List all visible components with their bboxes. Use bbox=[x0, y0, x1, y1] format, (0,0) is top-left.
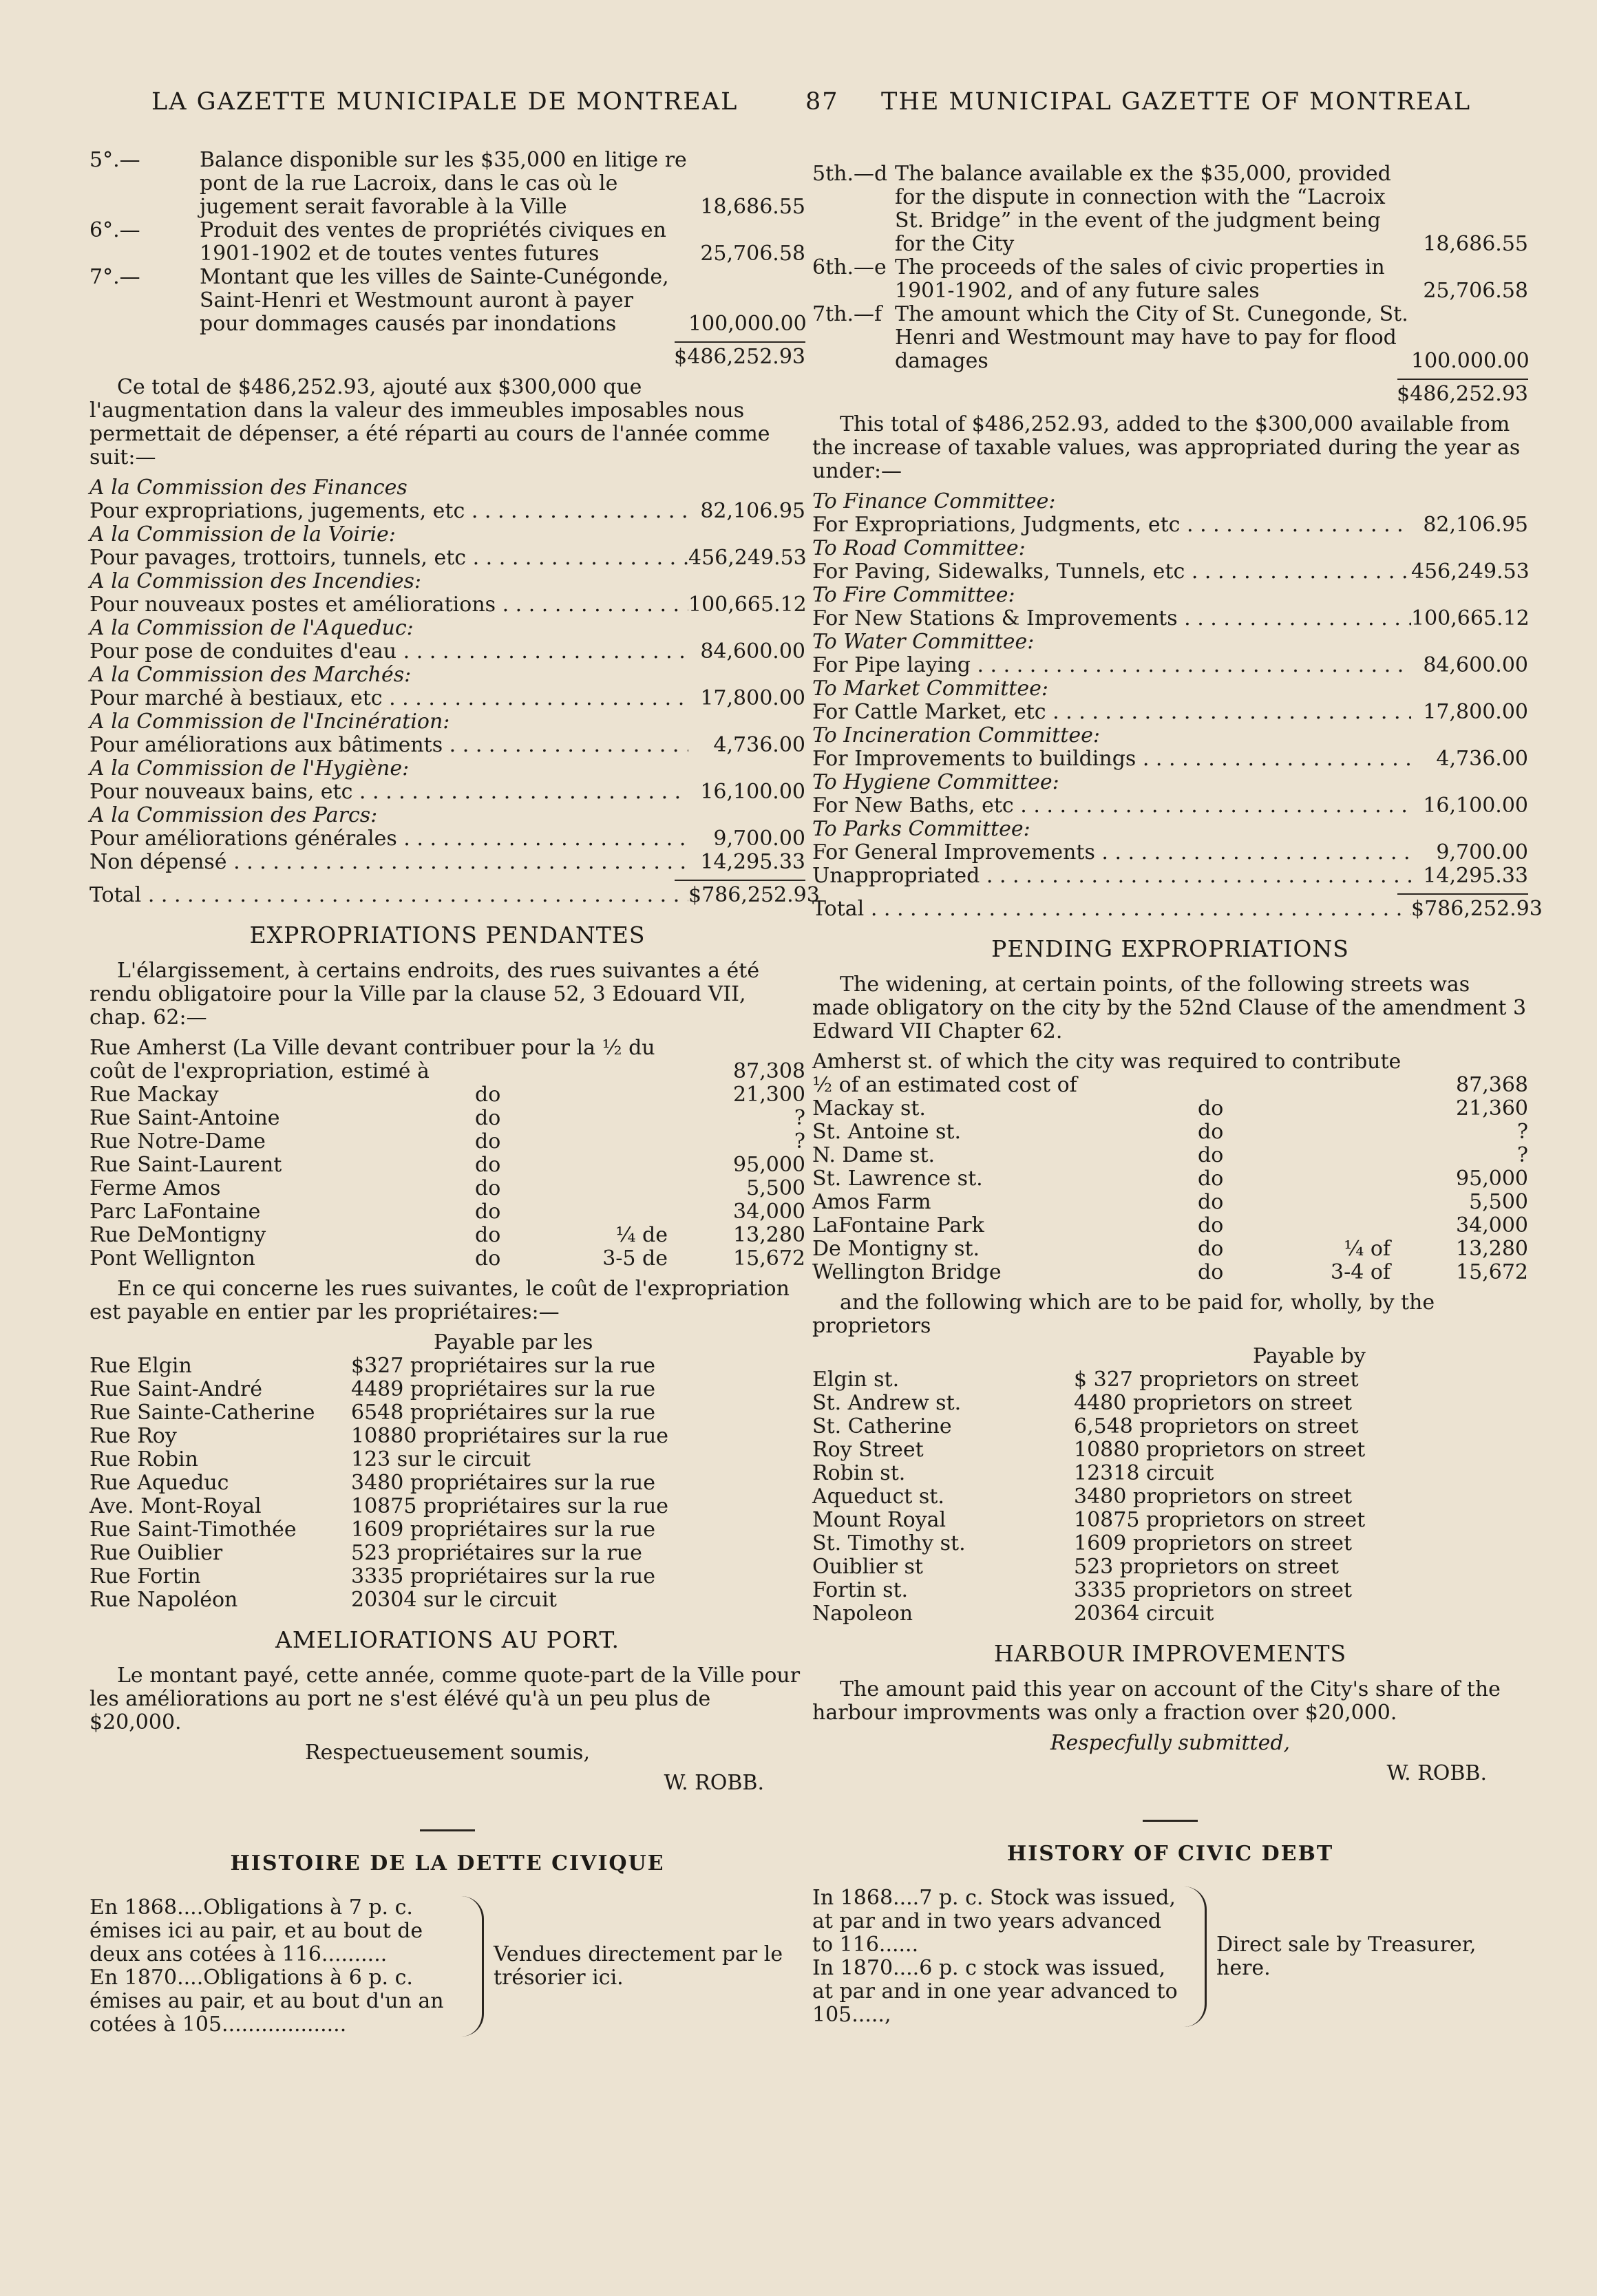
text-cell: A la Commission des Finances bbox=[89, 476, 408, 500]
text-cell: do bbox=[1198, 1096, 1224, 1120]
text-cell: For New Stations & Improvements . . . bbox=[812, 607, 1411, 630]
text-cell: Rue Notre-Dame bbox=[89, 1129, 266, 1154]
text-cell: The proceeds of the sales of civic properties in 1901-1902, and of any future sales bbox=[895, 255, 1385, 303]
text-cell: Vendues directement par le trésorier ici. bbox=[494, 1942, 783, 1990]
text-cell: 21,360 bbox=[1456, 1096, 1528, 1120]
text-cell: Le montant payé, cette année, comme quote-part de la Ville pour les améliorations au port ne s'est élévé qu'à un peu plus de $20,000. bbox=[89, 1663, 801, 1734]
text-cell: 1609 proprietors on street bbox=[1074, 1531, 1353, 1555]
text-cell: In 1870....6 p. c stock was issued, at par and in one year advanced to 105....., bbox=[812, 1956, 1178, 2027]
text-cell: 3335 propriétaires sur la rue bbox=[351, 1564, 655, 1588]
fr-debt-history bbox=[89, 1896, 805, 2037]
text-cell bbox=[571, 1083, 668, 1107]
text-cell: 25,706.58 bbox=[1423, 279, 1528, 303]
text-cell: Pour pavages, trottoirs, tunnels, etc . . . bbox=[89, 546, 688, 570]
text-cell: St. Antoine st. bbox=[812, 1120, 961, 1144]
text-cell: Rue Amherst (La Ville devant contribuer pour la ½ du coût de l'expropriation, estimé à bbox=[89, 1036, 655, 1083]
text-cell: Pont Wellignton bbox=[89, 1246, 255, 1271]
text-cell: 82,106.95 bbox=[1423, 513, 1528, 537]
text-cell: St. Lawrence st. bbox=[812, 1167, 983, 1191]
text-cell: 34,000 bbox=[733, 1200, 805, 1224]
text-cell: To Water Committee: bbox=[812, 630, 1035, 654]
text-cell: This total of $486,252.93, added to the $300,000 available from the increase of taxable values, was appropriated during the year as under:— bbox=[812, 412, 1521, 483]
text-cell: 9,700.00 bbox=[713, 827, 805, 851]
text-cell: Ave. Mont-Royal bbox=[89, 1494, 262, 1518]
text-cell: 84,600.00 bbox=[1423, 653, 1528, 677]
text-cell: For New Baths, etc . . . bbox=[812, 794, 1411, 818]
fr-paragraph: Ce total de $486,252.93, ajouté aux $300,000 que l'augmentation dans la valeur des immeubles imposables nous permettait de dépenser, a été réparti au cours de l'année comme suit:— bbox=[89, 375, 770, 469]
text-cell: Pour expropriations, jugements, etc . . . bbox=[89, 500, 688, 523]
text-cell: 100,665.12 bbox=[688, 593, 807, 617]
text-cell: For Cattle Market, etc . . . bbox=[812, 701, 1411, 724]
text-cell: Ferme Amos bbox=[89, 1176, 221, 1200]
text-cell: Rue Saint-Laurent bbox=[89, 1153, 282, 1177]
text-cell: Fortin st. bbox=[812, 1578, 909, 1602]
en-item bbox=[812, 256, 1528, 303]
text-cell: To Fire Committee: bbox=[812, 583, 1015, 607]
text-cell: En 1870....Obligations à 6 p. c. émises au pair, et au bout d'un an cotées à 105................... bbox=[89, 1966, 444, 2037]
text-cell: do bbox=[475, 1246, 501, 1271]
text-cell: 4,736.00 bbox=[1436, 747, 1528, 771]
en-heading-expropriations: PENDING EXPROPRIATIONS bbox=[991, 935, 1349, 962]
text-cell: ¼ de bbox=[615, 1223, 668, 1247]
text-cell: 18,686.55 bbox=[700, 195, 805, 219]
text-cell bbox=[1294, 1120, 1390, 1144]
text-cell: do bbox=[475, 1153, 501, 1177]
text-cell: St. Andrew st. bbox=[812, 1391, 962, 1415]
text-cell: Non dépensé . . . bbox=[89, 851, 688, 874]
fr-item bbox=[89, 219, 805, 266]
text-cell bbox=[571, 1177, 668, 1200]
text-cell: Aqueduct st. bbox=[812, 1485, 944, 1509]
text-cell: 7°.— bbox=[89, 265, 140, 289]
text-cell: Amos Farm bbox=[812, 1190, 931, 1214]
fr-heading-debt: HISTOIRE DE LA DETTE CIVIQUE bbox=[230, 1851, 665, 1875]
text-cell: do bbox=[1198, 1120, 1224, 1144]
text-cell: Rue Saint-Antoine bbox=[89, 1106, 280, 1130]
text-cell: 12318 circuit bbox=[1074, 1461, 1214, 1485]
text-cell: 4480 proprietors on street bbox=[1074, 1391, 1353, 1415]
text-cell: Napoleon bbox=[812, 1602, 913, 1626]
text-cell: 95,000 bbox=[733, 1153, 805, 1177]
text-cell: Rue Fortin bbox=[89, 1564, 201, 1588]
text-cell: 5,500 bbox=[1469, 1190, 1528, 1214]
french-column bbox=[89, 148, 820, 2037]
text-cell: Rue Mackay bbox=[89, 1083, 219, 1107]
text-cell: 20364 circuit bbox=[1074, 1602, 1214, 1626]
fr-item bbox=[89, 149, 805, 219]
text-cell: $786,252.93 bbox=[1411, 897, 1543, 921]
text-cell bbox=[1294, 1191, 1390, 1214]
text-cell: and the following which are to be paid for, wholly, by the proprietors bbox=[812, 1290, 1435, 1338]
text-cell: 13,280 bbox=[733, 1223, 805, 1247]
header-right: THE MUNICIPAL GAZETTE OF MONTREAL bbox=[881, 88, 1472, 116]
text-cell: 5th.—d bbox=[812, 162, 888, 186]
text-cell: 16,100.00 bbox=[700, 780, 805, 804]
text-cell: ? bbox=[794, 1129, 805, 1154]
text-cell: A la Commission des Incendies: bbox=[89, 569, 422, 593]
en-owners-table bbox=[812, 1368, 1528, 1626]
fr-owners-table bbox=[89, 1354, 805, 1612]
text-cell: 87,308 bbox=[733, 1059, 805, 1083]
fr-subtotal: $486,252.93 bbox=[674, 345, 805, 369]
en-signature: W. ROBB. bbox=[1386, 1761, 1487, 1785]
text-cell: do bbox=[1198, 1260, 1224, 1284]
text-cell: De Montigny st. bbox=[812, 1237, 980, 1261]
text-cell: $ 327 proprietors on street bbox=[1074, 1368, 1359, 1392]
text-cell: En 1868....Obligations à 7 p. c. émises ici au pair, et au bout de deux ans cotées à 116.......... bbox=[89, 1895, 423, 1966]
text-cell: 14,295.33 bbox=[700, 850, 805, 874]
text-cell bbox=[1294, 1144, 1390, 1167]
text-cell: Pour pose de conduites d'eau . . . bbox=[89, 640, 688, 663]
text-cell: 17,800.00 bbox=[700, 686, 805, 710]
text-cell: Robin st. bbox=[812, 1461, 906, 1485]
text-cell: The amount paid this year on account of the City's share of the harbour improvments was only a fraction over $20,000. bbox=[812, 1677, 1501, 1725]
text-cell: Elgin st. bbox=[812, 1368, 900, 1392]
divider bbox=[675, 341, 805, 343]
text-cell: Total . . . bbox=[89, 884, 688, 907]
text-cell: ¼ of bbox=[1344, 1237, 1390, 1261]
text-cell: Rue Saint-André bbox=[89, 1377, 263, 1401]
text-cell: 3480 proprietors on street bbox=[1074, 1485, 1353, 1509]
text-cell: do bbox=[1198, 1213, 1224, 1237]
text-cell: A la Commission de l'Aqueduc: bbox=[89, 616, 414, 640]
text-cell: For Improvements to buildings . . . bbox=[812, 747, 1411, 771]
text-cell: LaFontaine Park bbox=[812, 1213, 984, 1237]
text-cell: Mount Royal bbox=[812, 1508, 946, 1532]
fr-item bbox=[89, 266, 805, 336]
page-header bbox=[0, 88, 1597, 129]
text-cell: 21,300 bbox=[733, 1083, 805, 1107]
text-cell: 3480 propriétaires sur la rue bbox=[351, 1471, 655, 1495]
text-cell: 9,700.00 bbox=[1436, 840, 1528, 864]
text-cell: do bbox=[1198, 1143, 1224, 1167]
text-cell: 17,800.00 bbox=[1423, 700, 1528, 724]
text-cell: To Road Committee: bbox=[812, 536, 1026, 560]
en-item bbox=[812, 162, 1528, 256]
text-cell: ? bbox=[1516, 1120, 1528, 1144]
text-cell: 15,672 bbox=[733, 1246, 805, 1271]
text-cell: $327 propriétaires sur la rue bbox=[351, 1354, 655, 1378]
text-cell: Rue DeMontigny bbox=[89, 1223, 266, 1247]
text-cell: Rue Aqueduc bbox=[89, 1471, 229, 1495]
en-streets-table bbox=[812, 1097, 1528, 1284]
page-number: 87 bbox=[805, 88, 839, 116]
text-cell: 523 proprietors on street bbox=[1074, 1555, 1339, 1579]
text-cell: do bbox=[475, 1106, 501, 1130]
text-cell: ? bbox=[794, 1106, 805, 1130]
text-cell: The widening, at certain points, of the following streets was made obligatory on the city by the 52nd Clause of the amendment 3 Edward VII Chapter 62. bbox=[812, 972, 1527, 1043]
text-cell: For Pipe laying . . . bbox=[812, 654, 1411, 677]
text-cell: A la Commission de l'Incinération: bbox=[89, 710, 450, 734]
text-cell: 10880 propriétaires sur la rue bbox=[351, 1424, 669, 1448]
text-cell: To Hygiene Committee: bbox=[812, 770, 1059, 794]
text-cell bbox=[1294, 1097, 1390, 1120]
text-cell: A la Commission des Marchés: bbox=[89, 663, 412, 687]
text-cell: Rue Ouiblier bbox=[89, 1541, 223, 1565]
text-cell: 6°.— bbox=[89, 218, 140, 242]
text-cell: ? bbox=[1516, 1143, 1528, 1167]
text-cell: 100,000.00 bbox=[688, 312, 807, 336]
text-cell: 87,368 bbox=[1456, 1073, 1528, 1097]
text-cell: Wellington Bridge bbox=[812, 1260, 1002, 1284]
text-cell: Pour nouveaux postes et améliorations . . . bbox=[89, 593, 688, 617]
text-cell: do bbox=[1198, 1237, 1224, 1261]
text-cell: Pour nouveaux bains, etc . . . bbox=[89, 780, 688, 804]
text-cell: 10880 proprietors on street bbox=[1074, 1438, 1366, 1462]
text-cell: 84,600.00 bbox=[700, 639, 805, 663]
text-cell: To Market Committee: bbox=[812, 677, 1048, 701]
header-left: LA GAZETTE MUNICIPALE DE MONTREAL bbox=[151, 88, 739, 116]
text-cell bbox=[1294, 1214, 1390, 1237]
text-cell bbox=[571, 1107, 668, 1130]
text-cell: 25,706.58 bbox=[700, 242, 805, 266]
text-cell: Unappropriated . . . bbox=[812, 864, 1411, 888]
text-cell: 20304 sur le circuit bbox=[351, 1588, 557, 1612]
en-heading-harbour: HARBOUR IMPROVEMENTS bbox=[993, 1640, 1347, 1667]
text-cell: For Paving, Sidewalks, Tunnels, etc . . . bbox=[812, 560, 1411, 584]
text-cell: 13,280 bbox=[1456, 1237, 1528, 1261]
text-cell: Balance disponible sur les $35,000 en litige re pont de la rue Lacroix, dans le cas où le jugement serait favorable à la Ville bbox=[200, 148, 687, 219]
text-cell: 16,100.00 bbox=[1423, 794, 1528, 818]
fr-streets-table bbox=[89, 1083, 805, 1271]
text-cell: Pour améliorations générales . . . bbox=[89, 827, 688, 851]
text-cell: To Parks Committee: bbox=[812, 817, 1030, 841]
text-cell: Rue Roy bbox=[89, 1424, 177, 1448]
text-cell bbox=[571, 1200, 668, 1224]
text-cell: L'élargissement, à certains endroits, des rues suivantes a été rendu obligatoire pour la Ville par la clause 52, 3 Edouard VII, chap. 62:— bbox=[89, 959, 760, 1030]
text-cell bbox=[571, 1130, 668, 1154]
en-item bbox=[812, 303, 1528, 373]
text-cell: 10875 propriétaires sur la rue bbox=[351, 1494, 669, 1518]
text-cell: For General Improvements . . . bbox=[812, 841, 1411, 864]
text-cell: 4489 propriétaires sur la rue bbox=[351, 1377, 655, 1401]
text-cell: 100,665.12 bbox=[1411, 606, 1530, 630]
text-cell: 6,548 proprietors on street bbox=[1074, 1414, 1359, 1438]
text-cell: Rue Napoléon bbox=[89, 1588, 238, 1612]
text-cell: do bbox=[1198, 1167, 1224, 1191]
en-allocation-list bbox=[812, 489, 1543, 921]
en-subtotal: $486,252.93 bbox=[1397, 382, 1528, 406]
text-cell bbox=[1294, 1167, 1390, 1191]
text-cell: 1609 propriétaires sur la rue bbox=[351, 1518, 655, 1542]
text-cell: En ce qui concerne les rues suivantes, le coût de l'expropriation est payable en entier par les propriétaires:— bbox=[89, 1277, 790, 1324]
text-cell: 3-5 de bbox=[602, 1246, 668, 1271]
text-cell: 6548 propriétaires sur la rue bbox=[351, 1401, 655, 1425]
text-cell: N. Dame st. bbox=[812, 1143, 935, 1167]
text-cell: 3335 proprietors on street bbox=[1074, 1578, 1353, 1602]
text-cell: 5°.— bbox=[89, 148, 140, 172]
fr-heading-port: AMELIORATIONS AU PORT. bbox=[275, 1626, 620, 1653]
text-cell: 95,000 bbox=[1456, 1167, 1528, 1191]
text-cell: 6th.—e bbox=[812, 255, 887, 279]
text-cell: Respecfully submitted, bbox=[1050, 1731, 1291, 1755]
text-cell: A la Commission des Parcs: bbox=[89, 803, 378, 827]
text-cell: 82,106.95 bbox=[700, 499, 805, 523]
text-cell: Rue Sainte-Catherine bbox=[89, 1401, 315, 1425]
text-cell: Montant que les villes de Sainte-Cunégonde, Saint-Henri et Westmount auront à payer pour dommages causés par inondations bbox=[200, 265, 669, 336]
text-cell: For Expropriations, Judgments, etc . . . bbox=[812, 513, 1411, 537]
text-cell: 456,249.53 bbox=[688, 546, 807, 570]
text-cell: 14,295.33 bbox=[1423, 864, 1528, 888]
text-cell: do bbox=[475, 1223, 501, 1247]
text-cell: 4,736.00 bbox=[713, 733, 805, 757]
text-cell: do bbox=[475, 1200, 501, 1224]
en-heading-debt: HISTORY OF CIVIC DEBT bbox=[1006, 1842, 1334, 1866]
fr-allocation-list bbox=[89, 476, 820, 907]
text-cell: Total . . . bbox=[812, 897, 1411, 921]
text-cell: Roy Street bbox=[812, 1438, 924, 1462]
text-cell: St. Timothy st. bbox=[812, 1531, 966, 1555]
text-cell: do bbox=[475, 1083, 501, 1107]
text-cell: Payable par les bbox=[434, 1330, 593, 1354]
text-cell: 15,672 bbox=[1456, 1260, 1528, 1284]
text-cell: 456,249.53 bbox=[1411, 560, 1530, 584]
text-cell: Parc LaFontaine bbox=[89, 1200, 261, 1224]
text-cell: The balance available ex the $35,000, provided for the dispute in connection with the “Lacroix St. Bridge” in the event of the judgment being for the City bbox=[895, 162, 1391, 256]
text-cell: A la Commission de la Voirie: bbox=[89, 522, 396, 546]
text-cell: Rue Saint-Timothée bbox=[89, 1518, 297, 1542]
brace-icon bbox=[1184, 1886, 1207, 2027]
text-cell: The amount which the City of St. Cunegonde, St. Henri and Westmount may have to pay for flood damages bbox=[895, 302, 1408, 373]
text-cell: 18,686.55 bbox=[1423, 232, 1528, 256]
fr-heading-expropriations: EXPROPRIATIONS PENDANTES bbox=[249, 922, 646, 948]
text-cell: Produit des ventes de propriétés civiques en 1901-1902 et de toutes ventes futures bbox=[200, 218, 666, 266]
text-cell: 10875 proprietors on street bbox=[1074, 1508, 1366, 1532]
text-cell: To Finance Committee: bbox=[812, 489, 1056, 513]
text-cell: Pour marché à bestiaux, etc . . . bbox=[89, 687, 688, 710]
text-cell: 100.000.00 bbox=[1411, 349, 1530, 373]
text-cell: 5,500 bbox=[746, 1176, 805, 1200]
text-cell: Rue Elgin bbox=[89, 1354, 192, 1378]
text-cell: 3-4 of bbox=[1330, 1260, 1390, 1284]
text-cell: 123 sur le circuit bbox=[351, 1447, 531, 1471]
text-cell bbox=[571, 1154, 668, 1177]
text-cell: Direct sale by Treasurer, here. bbox=[1216, 1933, 1477, 1980]
fr-signature: W. ROBB. bbox=[664, 1771, 764, 1795]
text-cell: 7th.—f bbox=[812, 302, 882, 326]
text-cell: do bbox=[475, 1176, 501, 1200]
text-cell: A la Commission de l'Hygiène: bbox=[89, 756, 410, 780]
text-cell: do bbox=[475, 1129, 501, 1154]
text-cell: Payable by bbox=[1253, 1344, 1366, 1368]
en-debt-history bbox=[812, 1886, 1528, 2027]
text-cell: $786,252.93 bbox=[688, 883, 820, 907]
english-column bbox=[812, 162, 1543, 2027]
text-cell: Mackay st. bbox=[812, 1096, 926, 1120]
text-cell: Pour améliorations aux bâtiments . . . bbox=[89, 734, 688, 757]
brace-icon bbox=[461, 1896, 484, 2037]
text-cell: 34,000 bbox=[1456, 1213, 1528, 1237]
text-cell: Rue Robin bbox=[89, 1447, 198, 1471]
text-cell: 523 propriétaires sur la rue bbox=[351, 1541, 642, 1565]
text-cell: In 1868....7 p. c. Stock was issued, at par and in two years advanced to 116...... bbox=[812, 1886, 1176, 1957]
text-cell: Respectueusement soumis, bbox=[305, 1741, 590, 1765]
text-cell: Amherst st. of which the city was required to contribute ½ of an estimated cost of bbox=[812, 1050, 1402, 1097]
text-cell: Ouiblier st bbox=[812, 1555, 923, 1579]
text-cell: do bbox=[1198, 1190, 1224, 1214]
text-cell: St. Catherine bbox=[812, 1414, 952, 1438]
text-cell: To Incineration Committee: bbox=[812, 723, 1100, 747]
